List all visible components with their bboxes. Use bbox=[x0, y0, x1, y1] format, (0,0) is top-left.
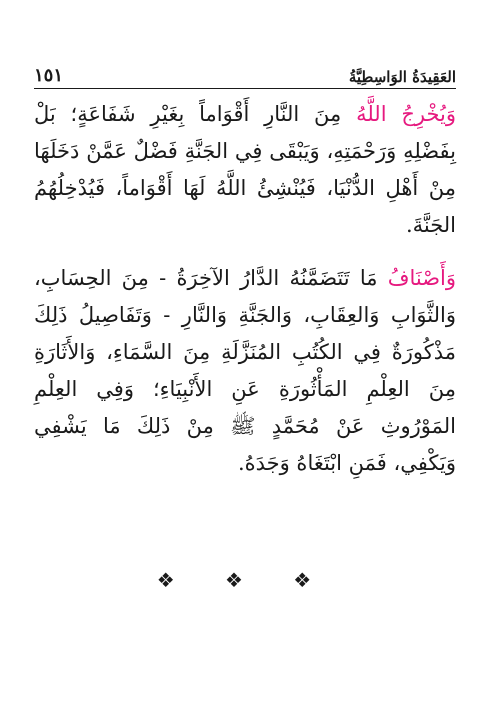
paragraph-lead: وَيُخْرِجُ اللَّهُ bbox=[356, 102, 457, 126]
section-end-ornament: ❖ ❖ ❖ bbox=[156, 568, 334, 592]
running-title: العَقِيدَةُ الوَاسِطِيَّةُ bbox=[348, 68, 456, 86]
paragraph bbox=[34, 260, 456, 482]
page-number: ١٥١ bbox=[34, 65, 64, 86]
body-text bbox=[34, 96, 456, 482]
paragraph bbox=[34, 96, 456, 244]
paragraph-lead: وَأَصْنَافُ bbox=[387, 266, 456, 290]
paragraph-text: مِنَ النَّارِ أَقْوَاماً بِغَيْرِ شَفَاعَةٍ؛ بَلْ بِفَضْلِهِ وَرَحْمَتِهِ، وَيَبْقَى فِي الجَنَّةِ فَضْلٌ عَمَّنْ دَخَلَهَا مِنْ أَهْلِ الدُّنْيَا، فَيُنْشِئُ اللَّهُ لَهَا أَقْوَاماً، فَيُدْخِلُهُمُ الجَنَّةَ. bbox=[34, 102, 456, 237]
paragraph-text: مَا تَتَضَمَّنُهُ الدَّارُ الآخِرَةُ - مِنَ الحِسَابِ، وَالثَّوَابِ وَالعِقَابِ، وَالجَنَّةِ وَالنَّارِ - وَتَفَاصِيلُ ذَلِكَ مَذْكُورَةٌ فِي الكُتُبِ المُنَزَّلَةِ مِنَ السَّمَاءِ، وَالأَثَارَةِ مِنَ العِلْمِ المَأْثُورَةِ عَنِ الأَنْبِيَاءِ؛ وَفِي العِلْمِ المَوْرُوثِ عَنْ مُحَمَّدٍ ﷺ مِنْ ذَلِكَ مَا يَشْفِي وَيَكْفِي، فَمَنِ ابْتَغَاهُ وَجَدَهُ. bbox=[34, 266, 456, 475]
page-header bbox=[34, 56, 456, 86]
header-rule bbox=[34, 88, 456, 89]
